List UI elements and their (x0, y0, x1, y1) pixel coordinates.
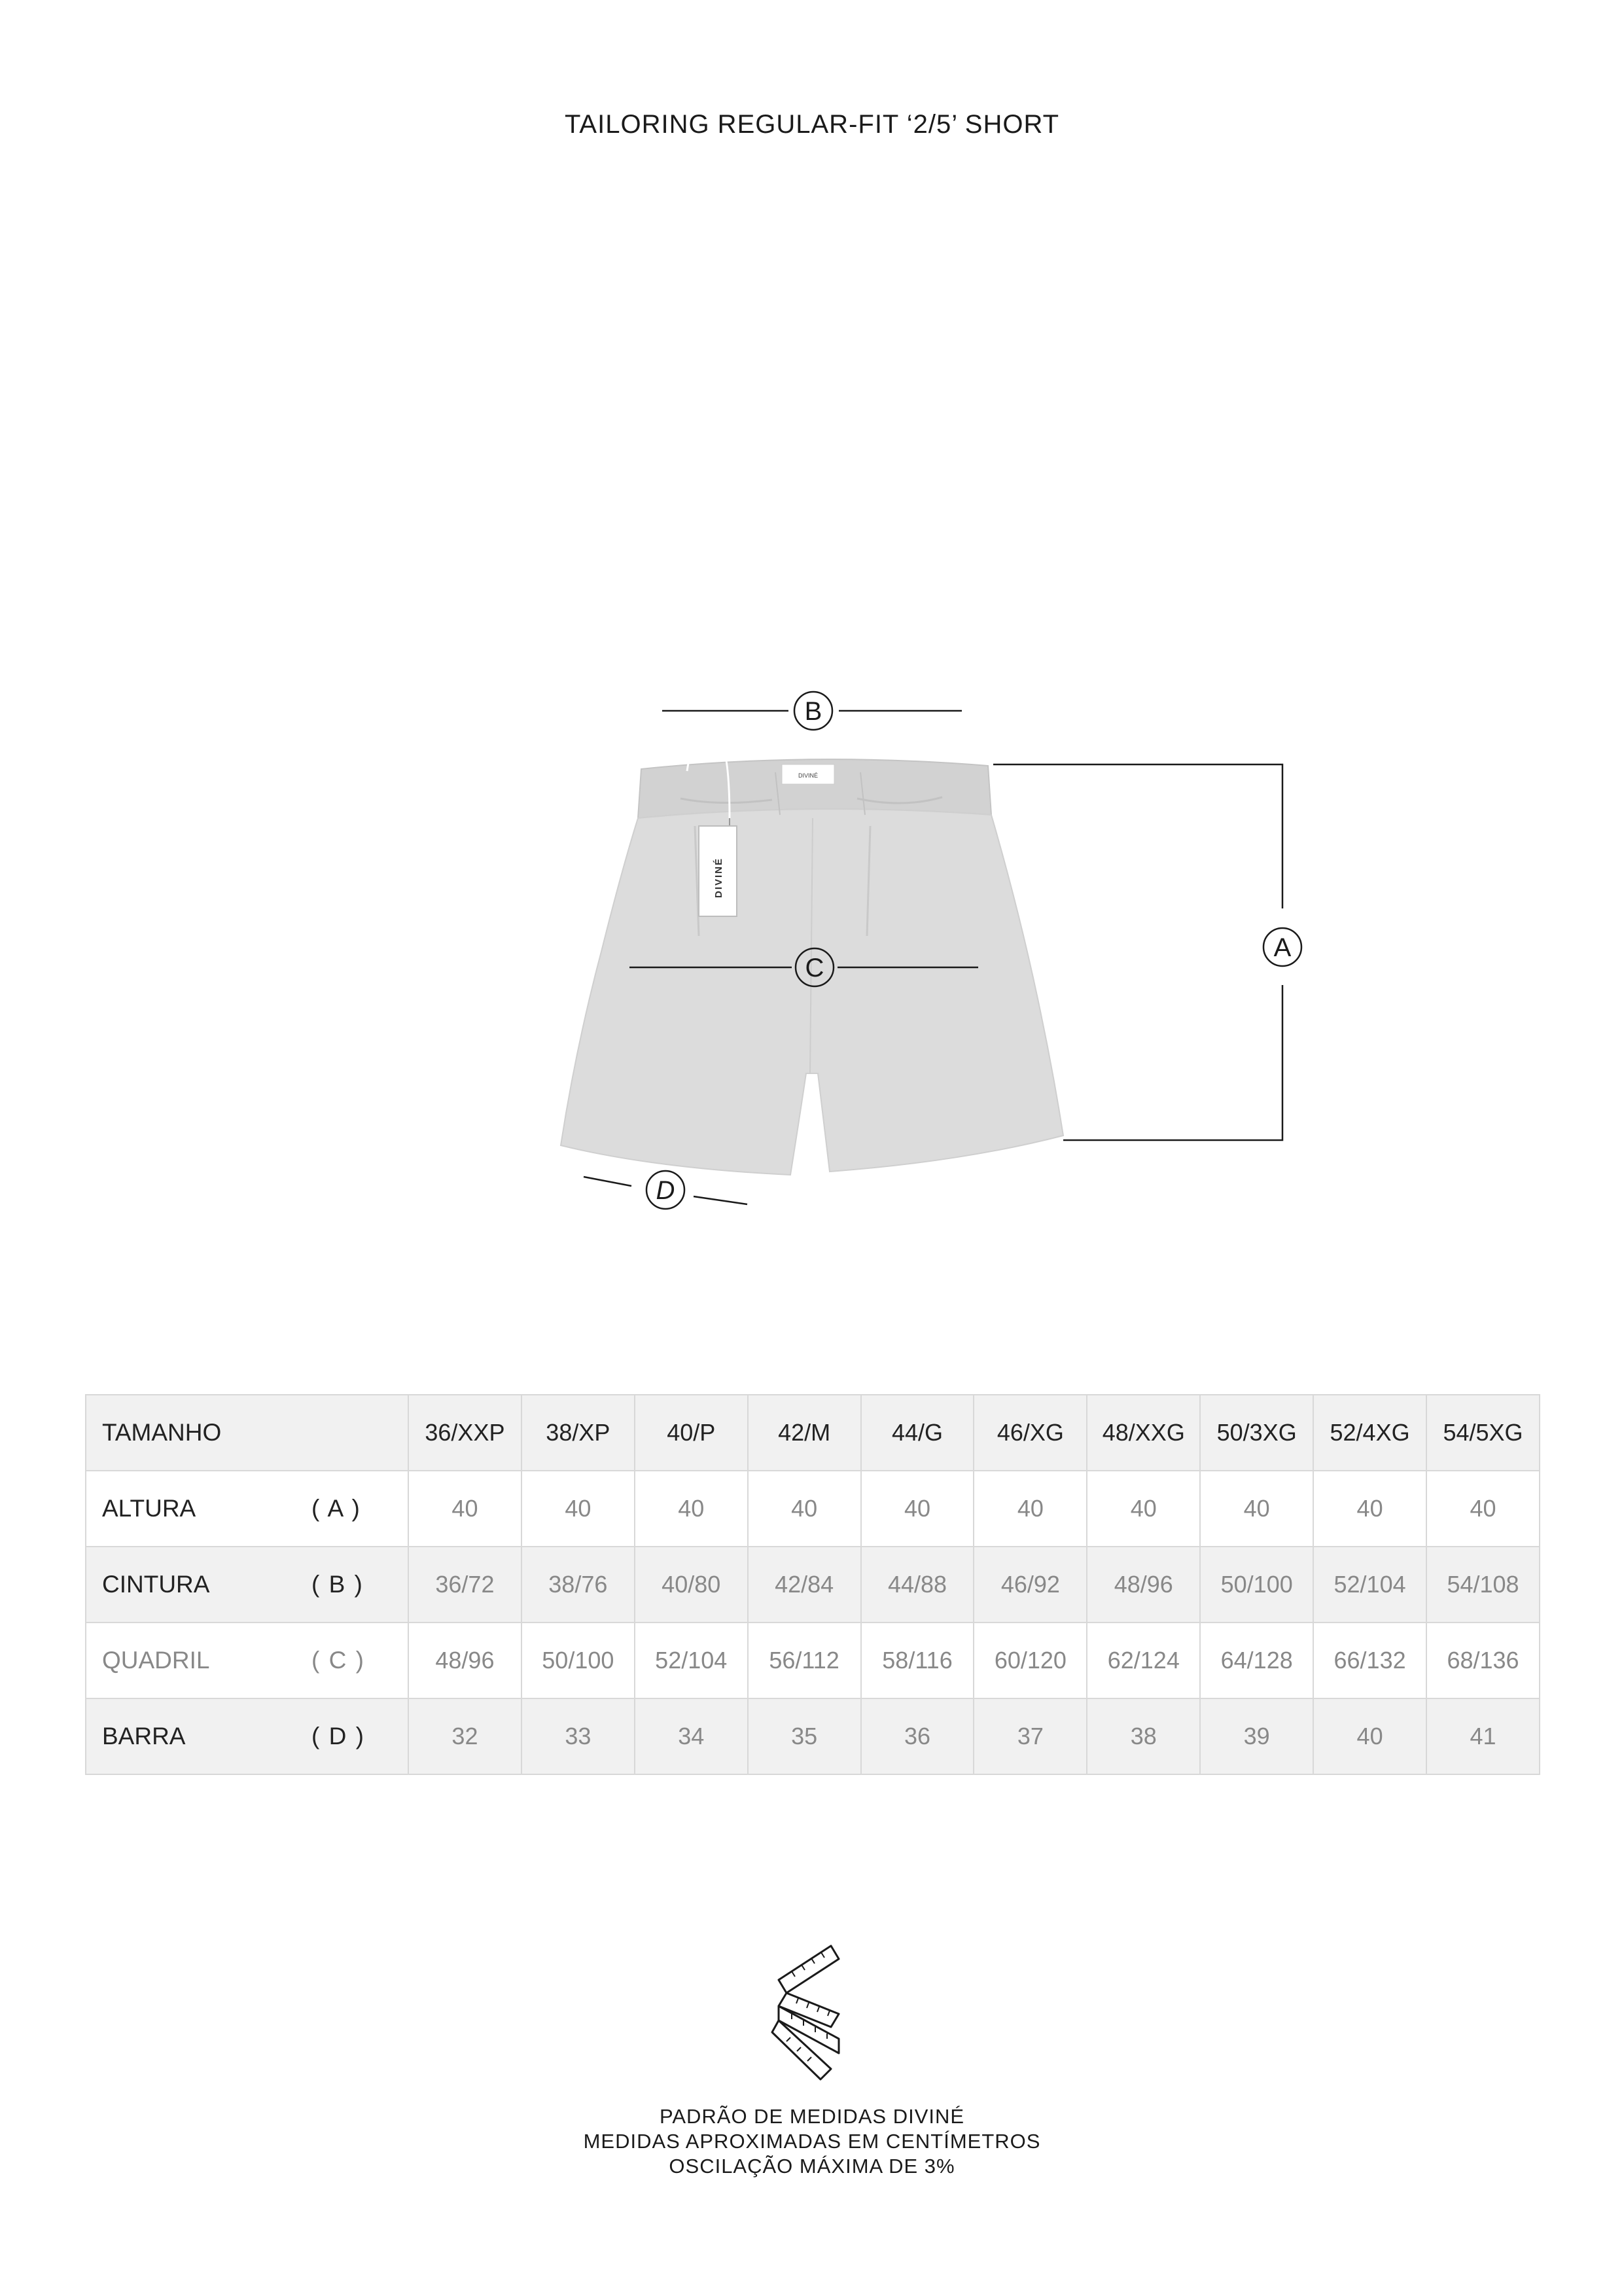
size-chart-table (85, 1394, 1540, 1775)
value-cell: 40 (974, 1471, 1087, 1547)
row-label (86, 1623, 408, 1698)
value-cell: 40 (1200, 1471, 1313, 1547)
value-cell: 52/104 (1313, 1547, 1426, 1623)
footer-line-2: MEDIDAS APROXIMADAS EM CENTÍMETROS (583, 2130, 1041, 2153)
footer-notes (0, 2104, 1624, 2179)
value-cell: 42/84 (748, 1547, 861, 1623)
row-label (86, 1547, 408, 1623)
value-cell: 60/120 (974, 1623, 1087, 1698)
value-cell: 35 (748, 1698, 861, 1774)
value-cell: 40 (1313, 1698, 1426, 1774)
header-label: TAMANHO (86, 1395, 408, 1471)
value-cell: 62/124 (1087, 1623, 1200, 1698)
value-cell: 40 (1313, 1471, 1426, 1547)
marker-b: B (804, 697, 822, 726)
marker-d: D (656, 1176, 675, 1205)
size-cell: 46/XG (974, 1395, 1087, 1471)
size-header-row (86, 1395, 1540, 1471)
value-cell: 52/104 (635, 1623, 748, 1698)
value-cell: 50/100 (1200, 1547, 1313, 1623)
value-cell: 40 (408, 1471, 521, 1547)
value-cell: 37 (974, 1698, 1087, 1774)
hang-tag (699, 826, 737, 916)
value-cell: 38/76 (521, 1547, 635, 1623)
row-barra (86, 1698, 1540, 1774)
row-altura (86, 1471, 1540, 1547)
value-cell: 40 (748, 1471, 861, 1547)
size-cell: 44/G (861, 1395, 974, 1471)
value-cell: 36/72 (408, 1547, 521, 1623)
size-cell: 48/XXG (1087, 1395, 1200, 1471)
row-letter: ( B ) (311, 1571, 364, 1598)
value-cell: 32 (408, 1698, 521, 1774)
value-cell: 40 (1426, 1471, 1540, 1547)
size-cell: 38/XP (521, 1395, 635, 1471)
value-cell: 58/116 (861, 1623, 974, 1698)
hang-tag-text: DIVINÉ (713, 857, 724, 898)
value-cell: 66/132 (1313, 1623, 1426, 1698)
value-cell: 40 (861, 1471, 974, 1547)
value-cell: 44/88 (861, 1547, 974, 1623)
value-cell: 50/100 (521, 1623, 635, 1698)
row-label-text: BARRA (102, 1723, 186, 1749)
row-label-text: QUADRIL (102, 1647, 210, 1674)
row-label-text: CINTURA (102, 1571, 210, 1598)
row-label-text: ALTURA (102, 1495, 196, 1522)
size-cell: 36/XXP (408, 1395, 521, 1471)
footer-line-3: OSCILAÇÃO MÁXIMA DE 3% (669, 2155, 955, 2178)
page-title: TAILORING REGULAR-FIT ‘2/5’ SHORT (564, 110, 1060, 139)
value-cell: 40 (521, 1471, 635, 1547)
value-cell: 48/96 (408, 1623, 521, 1698)
row-label (86, 1471, 408, 1547)
row-cintura (86, 1547, 1540, 1623)
value-cell: 54/108 (1426, 1547, 1540, 1623)
row-quadril (86, 1623, 1540, 1698)
marker-c: C (805, 954, 824, 982)
size-cell: 50/3XG (1200, 1395, 1313, 1471)
measure-b (662, 692, 962, 730)
value-cell: 46/92 (974, 1547, 1087, 1623)
footer-line-1: PADRÃO DE MEDIDAS DIVINÉ (659, 2105, 965, 2128)
value-cell: 41 (1426, 1698, 1540, 1774)
measure-d (584, 1171, 747, 1209)
row-letter: ( C ) (311, 1647, 365, 1674)
value-cell: 36 (861, 1698, 974, 1774)
value-cell: 40 (1087, 1471, 1200, 1547)
value-cell: 33 (521, 1698, 635, 1774)
value-cell: 64/128 (1200, 1623, 1313, 1698)
value-cell: 48/96 (1087, 1547, 1200, 1623)
value-cell: 68/136 (1426, 1623, 1540, 1698)
row-letter: ( D ) (311, 1723, 365, 1749)
waistband-label-text: DIVINÉ (798, 772, 819, 779)
marker-a: A (1273, 933, 1292, 962)
value-cell: 40/80 (635, 1547, 748, 1623)
value-cell: 34 (635, 1698, 748, 1774)
row-label (86, 1698, 408, 1774)
size-cell: 42/M (748, 1395, 861, 1471)
size-cell: 54/5XG (1426, 1395, 1540, 1471)
value-cell: 40 (635, 1471, 748, 1547)
value-cell: 38 (1087, 1698, 1200, 1774)
size-cell: 40/P (635, 1395, 748, 1471)
row-letter: ( A ) (311, 1495, 361, 1522)
measuring-tape-icon (766, 1941, 857, 2085)
size-cell: 52/4XG (1313, 1395, 1426, 1471)
value-cell: 39 (1200, 1698, 1313, 1774)
value-cell: 56/112 (748, 1623, 861, 1698)
